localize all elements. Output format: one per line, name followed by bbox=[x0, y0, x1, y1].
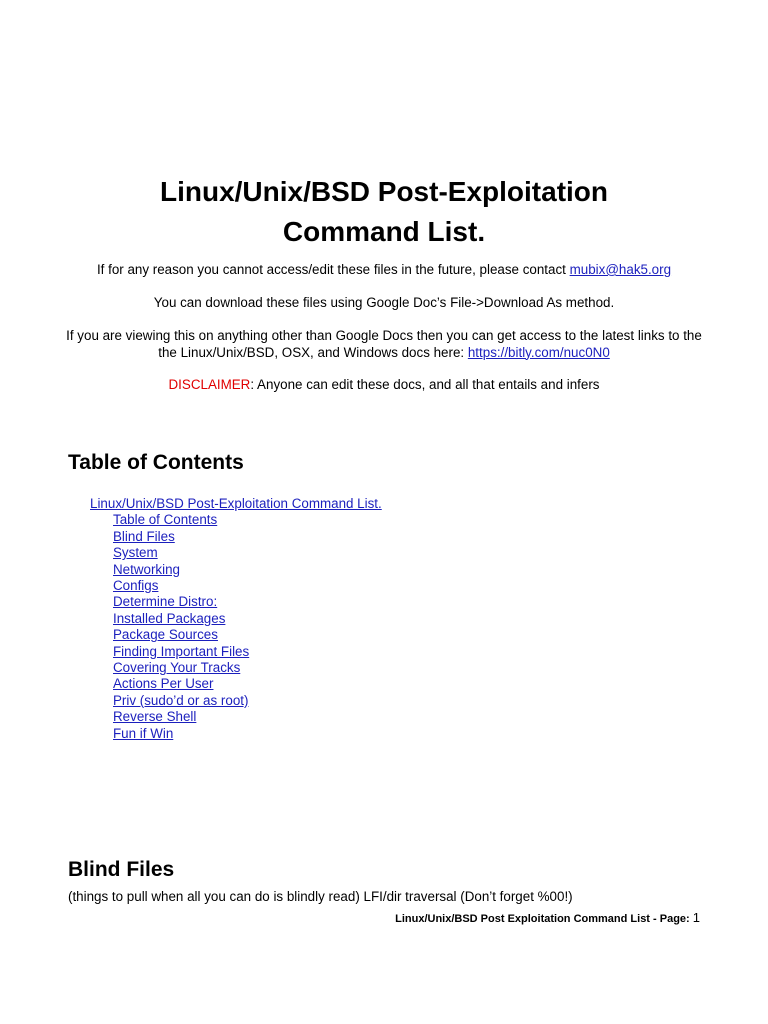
title-line-2: Command List. bbox=[282, 216, 486, 247]
toc-link-finding-important-files[interactable]: Finding Important Files bbox=[113, 643, 250, 659]
toc-item bbox=[90, 676, 382, 692]
toc-link-package-sources[interactable]: Package Sources bbox=[113, 627, 218, 643]
toc-link-configs[interactable]: Configs bbox=[113, 578, 159, 594]
toc-item bbox=[90, 578, 382, 594]
disclaimer-label: DISCLAIMER bbox=[168, 377, 251, 392]
toc-item bbox=[90, 709, 382, 725]
toc-link-networking[interactable]: Networking bbox=[113, 561, 180, 577]
viewing-text: If you are viewing this on anything other than Google Docs then you can get access to the latest links to the the Linux/Unix/BSD, OSX, and Windows docs here: bbox=[66, 328, 702, 360]
page-footer bbox=[395, 910, 700, 927]
toc-link-determine-distro[interactable]: Determine Distro: bbox=[113, 594, 218, 610]
disclaimer-paragraph bbox=[60, 377, 708, 394]
toc-item bbox=[90, 726, 382, 742]
toc-link-table-of-contents[interactable]: Table of Contents bbox=[113, 512, 218, 528]
toc-item bbox=[90, 627, 382, 643]
toc-link[interactable]: Linux/Unix/BSD Post-Exploitation Command List. bbox=[90, 496, 382, 511]
disclaimer-text: : Anyone can edit these docs, and all that entails and infers bbox=[250, 377, 600, 392]
toc-item bbox=[90, 693, 382, 709]
toc-heading: Table of Contents bbox=[68, 451, 244, 474]
page-number: 1 bbox=[692, 910, 700, 925]
toc-link-fun-if-win[interactable]: Fun if Win bbox=[113, 725, 174, 741]
toc-item bbox=[90, 644, 382, 660]
toc-link-priv[interactable]: Priv (sudo’d or as root) bbox=[113, 692, 249, 708]
footer-label: Linux/Unix/BSD Post Exploitation Command List - Page: bbox=[395, 913, 693, 925]
contact-text: If for any reason you cannot access/edit these files in the future, please contact bbox=[96, 262, 570, 277]
title-line-1: Linux/Unix/BSD Post-Exploitation bbox=[159, 176, 608, 207]
toc-item bbox=[90, 562, 382, 578]
toc-item bbox=[90, 545, 382, 561]
contact-email-link[interactable]: mubix@hak5.org bbox=[569, 262, 672, 277]
viewing-paragraph bbox=[60, 328, 708, 361]
bitly-link[interactable]: https://bitly.com/nuc0N0 bbox=[467, 344, 610, 360]
document-title bbox=[0, 172, 768, 252]
table-of-contents bbox=[90, 496, 382, 742]
toc-link-installed-packages[interactable]: Installed Packages bbox=[113, 610, 226, 626]
toc-item bbox=[90, 594, 382, 610]
contact-paragraph bbox=[60, 262, 708, 279]
blind-files-text: (things to pull when all you can do is blindly read) LFI/dir traversal (Don’t forget %00!) bbox=[68, 889, 573, 904]
toc-link-blind-files[interactable]: Blind Files bbox=[113, 528, 175, 544]
toc-item bbox=[90, 529, 382, 545]
toc-link-reverse-shell[interactable]: Reverse Shell bbox=[113, 709, 197, 725]
toc-link-covering-your-tracks[interactable]: Covering Your Tracks bbox=[113, 660, 241, 676]
download-paragraph bbox=[60, 295, 708, 312]
toc-item bbox=[90, 611, 382, 627]
toc-item bbox=[90, 660, 382, 676]
toc-link-system[interactable]: System bbox=[113, 545, 158, 561]
toc-item bbox=[90, 512, 382, 528]
download-text: You can download these files using Google Doc’s File->Download As method. bbox=[153, 295, 615, 310]
blind-files-heading: Blind Files bbox=[68, 858, 175, 881]
toc-link-actions-per-user[interactable]: Actions Per User bbox=[113, 676, 214, 692]
toc-item-top bbox=[90, 496, 382, 512]
